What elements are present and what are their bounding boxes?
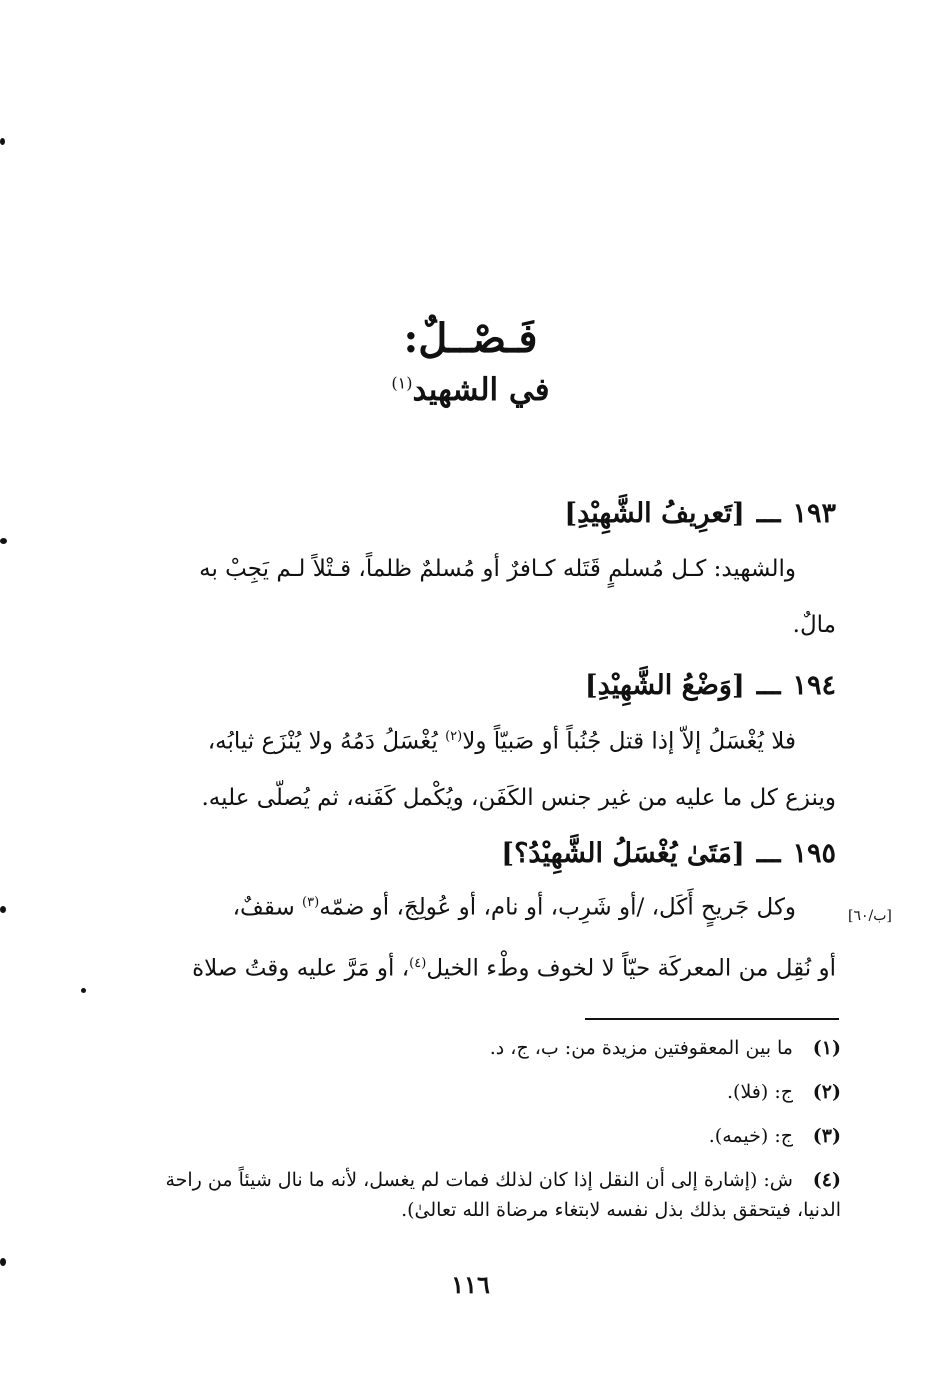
footnote-ref: (٤): [409, 955, 427, 971]
scan-speck: [0, 906, 6, 913]
section-title: [وَضْعُ الشَّهِيْدِ]: [584, 670, 745, 701]
footnote-number: (١): [812, 1037, 841, 1059]
line-text: سقفٌ،: [232, 894, 303, 921]
footnote-number: (٣): [812, 1125, 841, 1147]
footnote-ref: (٣): [302, 895, 320, 910]
section-number: ١٩٤: [792, 670, 836, 701]
text-line: وينزع كل ما عليه من غير جنس الكَفَن، ويُكْمل كَفَنه، ثم يُصلّى عليه.: [201, 784, 836, 811]
footnote-ref: (٢): [445, 729, 463, 744]
line-text: فلا يُغْسَلُ إلاّ إذا قتل جُنُباً أو صَبيّاً ولا: [462, 728, 796, 755]
section-heading: [96, 838, 836, 869]
footnotes: [81, 1033, 841, 1239]
footnote-separator: [585, 1018, 839, 1020]
section-heading: [96, 670, 836, 701]
footnote: [81, 1121, 841, 1151]
section-title: [مَتَىٰ يُغْسَلُ الشَّهِيْدُ؟]: [501, 838, 745, 869]
line-text: يُغْسَلُ دَمُهُ ولا يُنْزَع ثيابُه،: [207, 728, 446, 755]
scan-speck: [0, 138, 5, 145]
text-line: [96, 875, 836, 936]
footnote-continuation: الدنيا، فيتحقق بذلك بذل نفسه لابتغاء مرضاة الله تعالىٰ).: [401, 1199, 841, 1221]
paragraph: [96, 709, 836, 826]
line-text: أو نُقِل من المعركَة حيّاً لا لخوف وطْء الخيل: [426, 955, 836, 982]
footnote-ref: (١): [391, 373, 413, 393]
section-194: [96, 670, 836, 826]
section-heading: [96, 498, 836, 529]
manuscript-folio-note: [ب/٦٠]: [848, 908, 892, 924]
footnote-text: ج: (خيمه).: [708, 1125, 793, 1147]
line-text: وكل جَريحٍ أَكَل، /أو شَرِب، أو نام، أو عُولِجَ، أو ضمّه: [319, 894, 796, 921]
chapter-subtitle: [0, 372, 941, 408]
footnote-text: ش: (إشارة إلى أن النقل إذا كان لذلك فمات لم يغسل، لأنه ما نال شيئاً من راحة: [165, 1169, 793, 1191]
text-line: [96, 541, 836, 597]
paragraph: [96, 541, 836, 653]
section-195: [96, 838, 836, 996]
scan-speck: [81, 988, 86, 993]
footnote-text: ما بين المعقوفتين مزيدة من: ب، ج، د.: [489, 1037, 793, 1059]
subtitle-text: في الشهيد: [412, 372, 550, 408]
footnote-number: (٤): [812, 1169, 841, 1191]
page-number: ١١٦: [451, 1270, 490, 1299]
line-text: ، أو مَرَّ عليه وقتُ صلاة: [192, 955, 410, 982]
section-dash: ـــ: [756, 670, 781, 701]
section-dash: ـــ: [756, 838, 781, 869]
footnote: [81, 1033, 841, 1063]
line-text: والشهيد: كـل مُسلمٍ قَتَله كـافرٌ أو مُسلمٌ ظلماً، قـتْلاً لـم يَجِبْ به: [199, 556, 796, 582]
text-line: [96, 709, 836, 770]
scan-speck: [0, 1258, 6, 1266]
section-dash: ـــ: [756, 498, 781, 529]
section-193: [96, 498, 836, 653]
chapter-heading: فَـصْــلٌ:: [403, 315, 538, 362]
footnote-number: (٢): [812, 1081, 841, 1103]
scan-speck: [0, 538, 7, 544]
footnote-text: ج: (فلا).: [727, 1081, 793, 1103]
footnote: [81, 1165, 841, 1225]
section-number: ١٩٣: [792, 498, 836, 529]
text-line: [96, 936, 836, 997]
footnote: [81, 1077, 841, 1107]
paragraph: [96, 875, 836, 996]
section-number: ١٩٥: [792, 838, 836, 869]
text-line: مالٌ.: [792, 612, 836, 638]
section-title: [تَعرِيفُ الشَّهِيْدِ]: [564, 498, 745, 529]
